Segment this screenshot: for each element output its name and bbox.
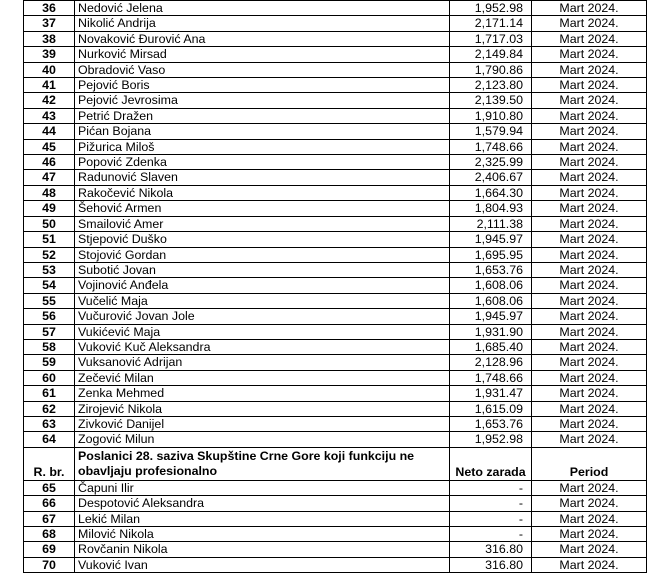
row-name: Stojović Gordan [75, 247, 450, 262]
table-row [24, 124, 647, 139]
row-salary: 1,653.76 [450, 262, 532, 277]
row-salary: - [450, 527, 532, 542]
row-number: 48 [24, 185, 75, 200]
row-number: 67 [24, 511, 75, 526]
row-number: 40 [24, 62, 75, 77]
row-period: Mart 2024. [532, 293, 647, 308]
row-number: 51 [24, 232, 75, 247]
row-period: Mart 2024. [532, 170, 647, 185]
table-row [24, 78, 647, 93]
table-row [24, 170, 647, 185]
row-number: 69 [24, 542, 75, 557]
table-row [24, 47, 647, 62]
row-number: 62 [24, 401, 75, 416]
row-salary: 2,406.67 [450, 170, 532, 185]
table-header-section [24, 447, 647, 480]
row-period: Mart 2024. [532, 339, 647, 354]
row-number: 37 [24, 16, 75, 31]
row-number: 36 [24, 1, 75, 16]
row-salary: 2,149.84 [450, 47, 532, 62]
row-salary: 1,695.95 [450, 247, 532, 262]
row-period: Mart 2024. [532, 324, 647, 339]
row-name: Vučurović Jovan Jole [75, 309, 450, 324]
row-number: 57 [24, 324, 75, 339]
row-period: Mart 2024. [532, 124, 647, 139]
table-row [24, 293, 647, 308]
row-salary: 1,615.09 [450, 401, 532, 416]
table-row [24, 262, 647, 277]
row-name: Rakočević Nikola [75, 185, 450, 200]
row-name: Vuković Kuč Aleksandra [75, 339, 450, 354]
table-row [24, 370, 647, 385]
table-row [24, 309, 647, 324]
table-row [24, 432, 647, 447]
row-number: 39 [24, 47, 75, 62]
row-salary: 316.80 [450, 557, 532, 572]
row-period: Mart 2024. [532, 527, 647, 542]
row-salary: 1,748.66 [450, 139, 532, 154]
row-number: 53 [24, 262, 75, 277]
row-period: Mart 2024. [532, 542, 647, 557]
row-salary: 2,128.96 [450, 355, 532, 370]
row-number: 50 [24, 216, 75, 231]
header-salary: Neto zarada [450, 447, 532, 480]
row-period: Mart 2024. [532, 401, 647, 416]
table-row [24, 527, 647, 542]
table-row [24, 416, 647, 431]
row-number: 63 [24, 416, 75, 431]
row-period: Mart 2024. [532, 139, 647, 154]
row-name: Čapuni Ilir [75, 480, 450, 495]
row-number: 45 [24, 139, 75, 154]
row-name: Zogović Milun [75, 432, 450, 447]
table-row [24, 155, 647, 170]
row-name: Vojinović Anđela [75, 278, 450, 293]
row-number: 44 [24, 124, 75, 139]
row-number: 55 [24, 293, 75, 308]
row-name: Zivković Danijel [75, 416, 450, 431]
row-number: 42 [24, 93, 75, 108]
row-period: Mart 2024. [532, 155, 647, 170]
row-salary: 1,931.47 [450, 386, 532, 401]
row-salary: 316.80 [450, 542, 532, 557]
row-salary: 1,952.98 [450, 432, 532, 447]
row-salary: 1,804.93 [450, 201, 532, 216]
row-salary: - [450, 496, 532, 511]
row-period: Mart 2024. [532, 355, 647, 370]
row-salary: - [450, 511, 532, 526]
row-number: 41 [24, 78, 75, 93]
table-row [24, 496, 647, 511]
table-row [24, 401, 647, 416]
row-name: Subotić Jovan [75, 262, 450, 277]
table-row [24, 31, 647, 46]
row-number: 64 [24, 432, 75, 447]
row-name: Stjepović Duško [75, 232, 450, 247]
row-salary: 2,123.80 [450, 78, 532, 93]
table-row [24, 557, 647, 572]
row-name: Pejović Boris [75, 78, 450, 93]
row-number: 43 [24, 108, 75, 123]
row-name: Šehović Armen [75, 201, 450, 216]
row-salary: 2,139.50 [450, 93, 532, 108]
row-period: Mart 2024. [532, 432, 647, 447]
row-name: Rovčanin Nikola [75, 542, 450, 557]
row-name: Despotović Aleksandra [75, 496, 450, 511]
table-body-bottom [24, 480, 647, 572]
row-salary: 1,790.86 [450, 62, 532, 77]
table-row [24, 108, 647, 123]
row-period: Mart 2024. [532, 480, 647, 495]
row-salary: 1,945.97 [450, 309, 532, 324]
row-period: Mart 2024. [532, 511, 647, 526]
row-salary: 1,931.90 [450, 324, 532, 339]
row-name: Vuković Ivan [75, 557, 450, 572]
row-salary: 1,952.98 [450, 1, 532, 16]
header-period: Period [532, 447, 647, 480]
section-header-row [24, 447, 647, 480]
header-rb: R. br. [24, 447, 75, 480]
table-row [24, 139, 647, 154]
row-name: Pejović Jevrosima [75, 93, 450, 108]
table-row [24, 278, 647, 293]
row-number: 70 [24, 557, 75, 572]
row-period: Mart 2024. [532, 31, 647, 46]
row-salary: 1,685.40 [450, 339, 532, 354]
row-period: Mart 2024. [532, 262, 647, 277]
row-name: Pižurica Miloš [75, 139, 450, 154]
row-salary: 2,111.38 [450, 216, 532, 231]
table-row [24, 542, 647, 557]
table-row [24, 93, 647, 108]
row-period: Mart 2024. [532, 496, 647, 511]
table-row [24, 232, 647, 247]
row-name: Smailović Amer [75, 216, 450, 231]
row-name: Vuksanović Adrijan [75, 355, 450, 370]
row-period: Mart 2024. [532, 557, 647, 572]
table-row [24, 339, 647, 354]
row-number: 52 [24, 247, 75, 262]
header-section-title: Poslanici 28. saziva Skupštine Crne Gore koji funkciju ne obavljaju profesionalno [75, 447, 450, 480]
row-period: Mart 2024. [532, 309, 647, 324]
table-row [24, 62, 647, 77]
row-period: Mart 2024. [532, 47, 647, 62]
row-number: 61 [24, 386, 75, 401]
table-row [24, 386, 647, 401]
row-period: Mart 2024. [532, 386, 647, 401]
row-name: Popović Zdenka [75, 155, 450, 170]
row-period: Mart 2024. [532, 201, 647, 216]
row-number: 54 [24, 278, 75, 293]
row-name: Nurković Mirsad [75, 47, 450, 62]
row-salary: 1,748.66 [450, 370, 532, 385]
row-period: Mart 2024. [532, 93, 647, 108]
row-number: 66 [24, 496, 75, 511]
row-period: Mart 2024. [532, 216, 647, 231]
row-period: Mart 2024. [532, 78, 647, 93]
row-name: Vukićević Maja [75, 324, 450, 339]
row-period: Mart 2024. [532, 62, 647, 77]
row-period: Mart 2024. [532, 247, 647, 262]
row-number: 58 [24, 339, 75, 354]
row-period: Mart 2024. [532, 185, 647, 200]
row-number: 56 [24, 309, 75, 324]
table-body-top [24, 1, 647, 448]
row-salary: 1,664.30 [450, 185, 532, 200]
row-period: Mart 2024. [532, 232, 647, 247]
row-salary: 1,717.03 [450, 31, 532, 46]
table-row [24, 511, 647, 526]
row-name: Zenka Mehmed [75, 386, 450, 401]
row-name: Milović Nikola [75, 527, 450, 542]
row-salary: 1,653.76 [450, 416, 532, 431]
row-name: Zečević Milan [75, 370, 450, 385]
row-name: Pićan Bojana [75, 124, 450, 139]
row-salary: 1,579.94 [450, 124, 532, 139]
row-number: 59 [24, 355, 75, 370]
row-name: Nikolić Andrija [75, 16, 450, 31]
row-name: Zirojević Nikola [75, 401, 450, 416]
row-period: Mart 2024. [532, 370, 647, 385]
row-period: Mart 2024. [532, 1, 647, 16]
row-salary: 1,910.80 [450, 108, 532, 123]
row-name: Obradović Vaso [75, 62, 450, 77]
row-period: Mart 2024. [532, 416, 647, 431]
row-number: 47 [24, 170, 75, 185]
row-number: 38 [24, 31, 75, 46]
row-name: Petrić Dražen [75, 108, 450, 123]
row-period: Mart 2024. [532, 278, 647, 293]
row-salary: 1,608.06 [450, 278, 532, 293]
row-salary: - [450, 480, 532, 495]
table-row [24, 216, 647, 231]
table-row [24, 1, 647, 16]
row-period: Mart 2024. [532, 108, 647, 123]
row-period: Mart 2024. [532, 16, 647, 31]
row-salary: 2,171.14 [450, 16, 532, 31]
table-row [24, 355, 647, 370]
row-salary: 2,325.99 [450, 155, 532, 170]
row-name: Nedović Jelena [75, 1, 450, 16]
row-name: Vučelić Maja [75, 293, 450, 308]
table-row [24, 16, 647, 31]
row-number: 60 [24, 370, 75, 385]
table-row [24, 324, 647, 339]
salary-table [23, 0, 647, 573]
table-row [24, 480, 647, 495]
table-row [24, 185, 647, 200]
row-salary: 1,608.06 [450, 293, 532, 308]
row-name: Radunović Slaven [75, 170, 450, 185]
row-number: 49 [24, 201, 75, 216]
row-number: 46 [24, 155, 75, 170]
row-number: 65 [24, 480, 75, 495]
row-name: Lekić Milan [75, 511, 450, 526]
table-row [24, 201, 647, 216]
row-name: Novaković Đurović Ana [75, 31, 450, 46]
table-row [24, 247, 647, 262]
row-salary: 1,945.97 [450, 232, 532, 247]
row-number: 68 [24, 527, 75, 542]
